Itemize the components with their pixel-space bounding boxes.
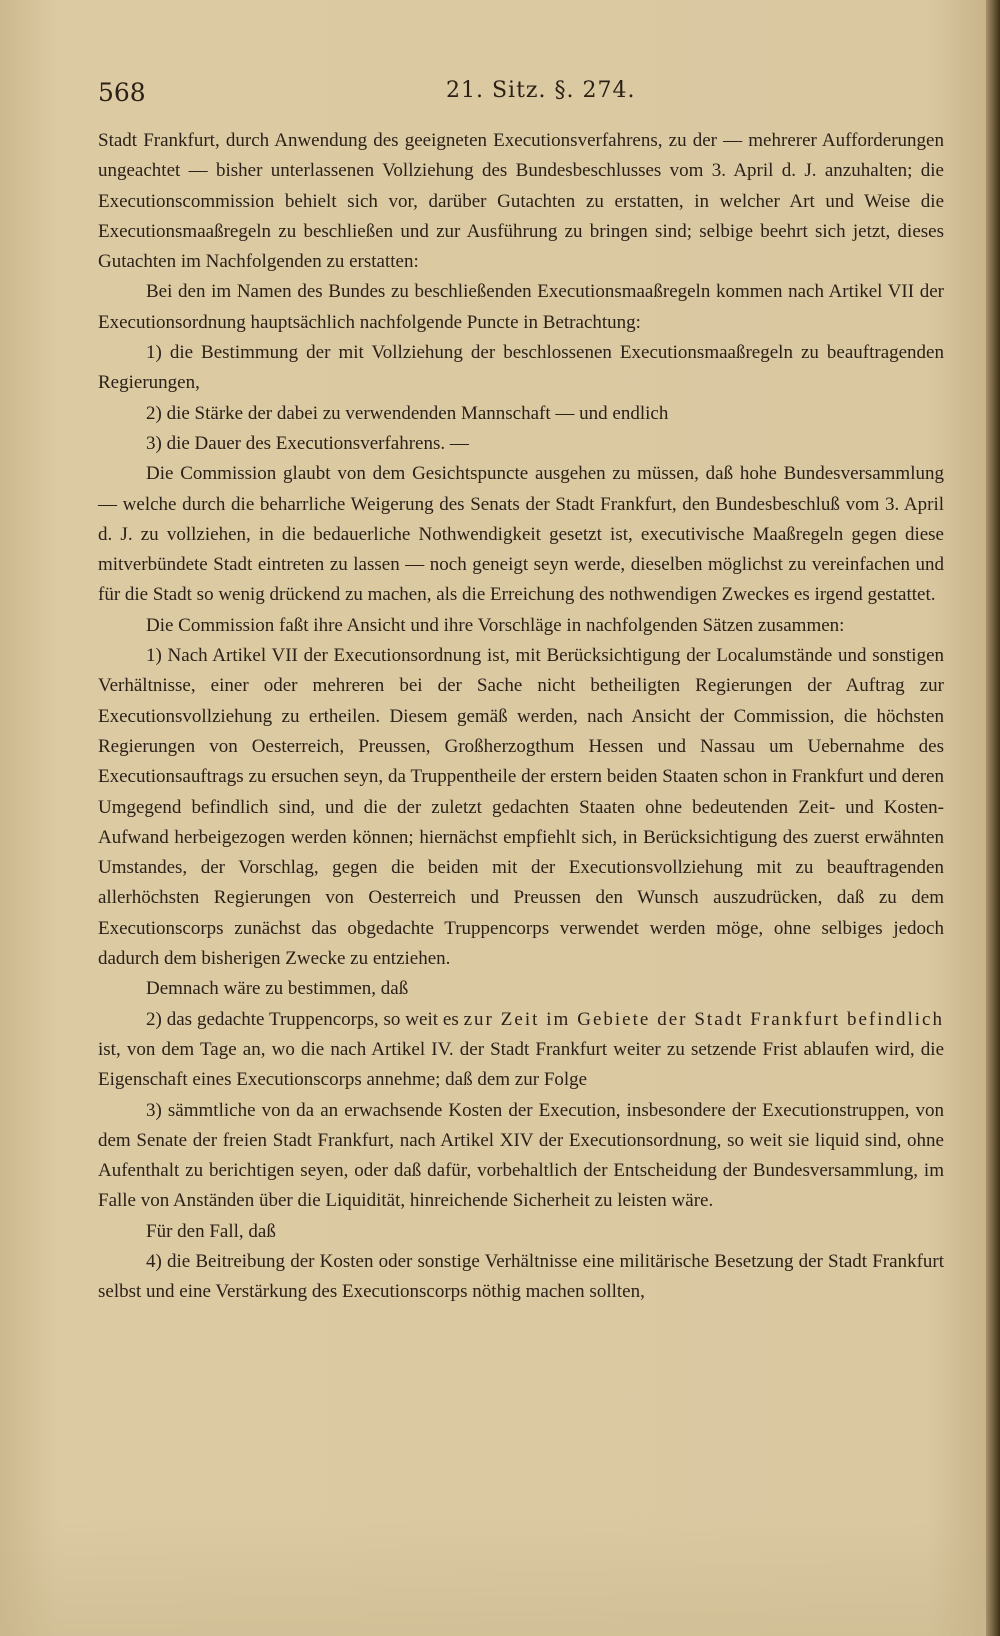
paragraph: 4) die Beitreibung der Kosten oder sonstige Verhältnisse eine militärische Besetzung der Stadt Frankfurt selbst und eine Verstärkung des Executionscorps nöthig machen sollten, bbox=[98, 1250, 944, 1303]
paragraph: Demnach wäre zu bestimmen, daß bbox=[146, 978, 409, 1000]
text-run: 2) das gedachte Truppencorps, so weit es bbox=[146, 1008, 464, 1030]
body-text bbox=[98, 126, 944, 1308]
paragraph: 3) sämmtliche von da an erwachsende Kosten der Execution, insbesondere der Executionstruppen, von dem Senate der freien Stadt Frankfurt, nach Artikel XIV der Executionsordnung, so weit sie liquid sind, ohne Aufenthalt zu berichtigen seyen, oder daß dafür, vorbehaltlich der Entscheidung der Bundesversammlung, im Falle von Anständen über die Liquidität, hinreichende Sicherheit zu leisten wäre. bbox=[98, 1099, 944, 1212]
paragraph: Bei den im Namen des Bundes zu beschließenden Executionsmaaßregeln kommen nach Artikel VII der Executionsordnung hauptsächlich nachfolgende Puncte in Betrachtung: bbox=[98, 281, 944, 333]
paragraph: Für den Fall, daß bbox=[146, 1220, 276, 1242]
paragraph: 1) Nach Artikel VII der Executionsordnung ist, mit Berücksichtigung der Localumstände und sonstigen Verhältnisse, einer oder mehreren bei der Sache nicht betheiligten Regierungen der Auftrag zur Executionsvollziehung zu ertheilen. Diesem gemäß werden, nach Ansicht der Commission, die höchsten Regierungen von Oesterreich, Preussen, Großherzogthum Hessen und Nassau um Uebernahme des Executionsauftrags zu ersuchen seyn, da Truppentheile der erstern beiden Staaten schon in Frankfurt und deren Umgegend befindlich sind, und die der zuletzt gedachten Staaten ohne bedeutenden Zeit- und Kosten-Aufwand herbeigezogen werden können; hiernächst empfiehlt sich, in Berücksichtigung des zuerst erwähnten Umstandes, der Vorschlag, gegen die beiden mit der Executionsvollziehung mit zu beauftragenden allerhöchsten Regierungen von Oesterreich und Preussen den Wunsch auszudrücken, daß zu dem Executionscorps zunächst das obgedachte Truppencorps verwendet werden möge, ohne selbiges jedoch dadurch dem bisherigen Zwecke zu entziehen. bbox=[98, 645, 944, 970]
book-edge bbox=[986, 0, 1000, 1636]
list-item: 1) die Bestimmung der mit Vollziehung der beschlossenen Executionsmaaßregeln zu beauftragenden Regierungen, bbox=[98, 342, 944, 394]
text-run: ist, von dem Tage an, wo die nach Artikel IV. der Stadt Frankfurt weiter zu setzende Frist ablaufen wird, die Eigenschaft eines Executionscorps annehme; daß dem zur Folge bbox=[98, 1038, 944, 1091]
list-item: 2) die Stärke der dabei zu verwendenden Mannschaft — und endlich bbox=[146, 402, 669, 424]
paragraph: Stadt Frankfurt, durch Anwendung des geeigneten Executionsverfahrens, zu der — mehrerer Aufforderungen ungeachtet — bisher unterlassenen Vollziehung des Bundesbeschlusses vom 3. April d. J. anzuhalten; die Executionscommission behielt sich vor, darüber Gutachten zu erstatten, in welcher Art und Weise die Executionsmaaßregeln zu beschließen und zur Ausführung zu bringen sind; selbige beehrt sich jetzt, dieses Gutachten im Nachfolgenden zu erstatten: bbox=[98, 130, 944, 273]
paragraph bbox=[98, 1005, 944, 1096]
running-head: 21. Sitz. §. 274. bbox=[446, 78, 636, 103]
page-shading bbox=[0, 1516, 986, 1636]
page-header bbox=[98, 78, 938, 112]
emphasized-text: zur Zeit im Gebiete der Stadt Frankfurt befindlich bbox=[463, 1008, 944, 1030]
paragraph: Die Commission glaubt von dem Gesichtspuncte ausgehen zu müssen, daß hohe Bundesversammlung — welche durch die beharrliche Weigerung des Senats der Stadt Frankfurt, den Bundesbeschluß vom 3. April d. J. zu vollziehen, in die bedauerliche Nothwendigkeit gesetzt ist, executivische Maaßregeln gegen diese mitverbündete Stadt eintreten zu lassen — noch geneigt seyn werde, dieselben möglichst zu vereinfachen und für die Stadt so wenig drückend zu machen, als die Erreichung des nothwendigen Zweckes es irgend gestattet. bbox=[98, 463, 944, 606]
paragraph: Die Commission faßt ihre Ansicht und ihre Vorschläge in nachfolgenden Sätzen zusammen: bbox=[146, 614, 845, 636]
page-number: 568 bbox=[98, 78, 146, 107]
list-item: 3) die Dauer des Executionsverfahrens. — bbox=[146, 432, 469, 454]
